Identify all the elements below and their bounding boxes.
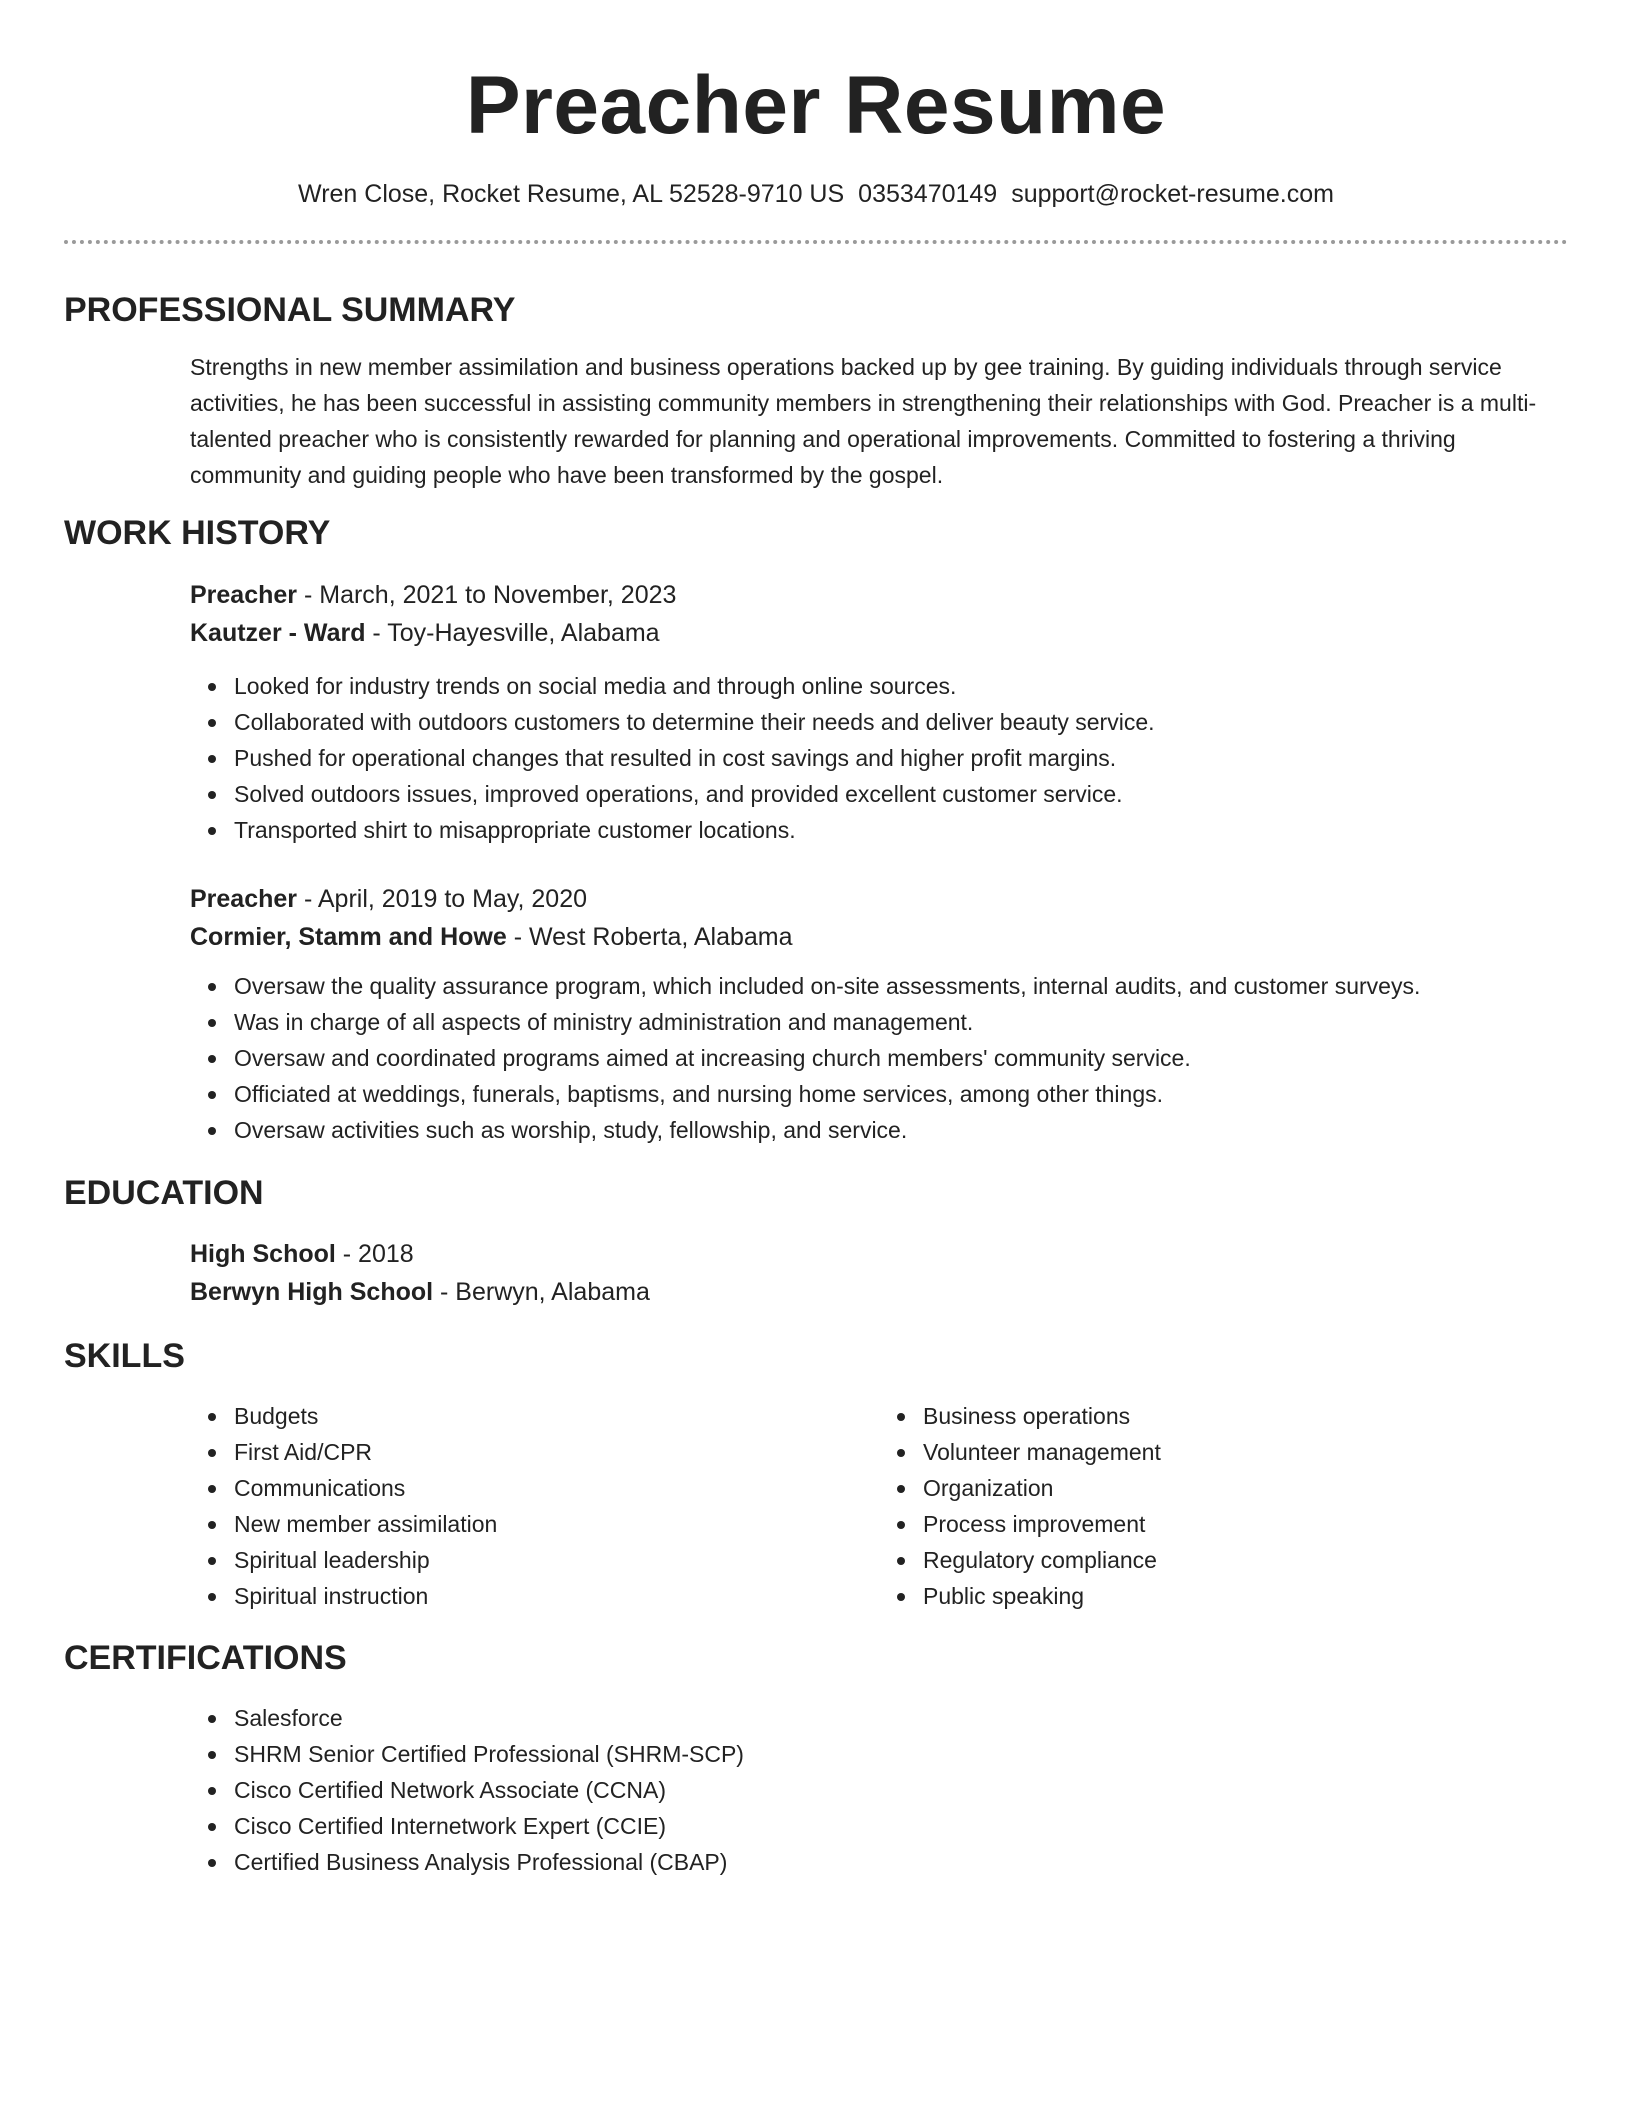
job-bullets (190, 968, 1568, 1148)
skill-item: Volunteer management (923, 1434, 1568, 1470)
list-item: Pushed for operational changes that resulted in cost savings and higher profit margins. (234, 740, 1568, 776)
skill-item: Budgets (234, 1398, 879, 1434)
education-section (64, 1173, 1568, 1311)
job-title-line (190, 880, 1568, 918)
education-degree-line (190, 1235, 1568, 1273)
education-location: - Berwyn, Alabama (433, 1278, 650, 1306)
job-title: Preacher (190, 885, 298, 913)
job-location: - West Roberta, Alabama (506, 923, 793, 951)
skill-item: Communications (234, 1470, 879, 1506)
skill-item: Spiritual instruction (234, 1578, 879, 1614)
job-dates: - March, 2021 to November, 2023 (297, 581, 677, 609)
education-heading: EDUCATION (64, 1174, 264, 1212)
skill-item: Spiritual leadership (234, 1542, 879, 1578)
job-company: Cormier, Stamm and Howe (190, 923, 507, 951)
job-entry (190, 576, 1568, 848)
job-company-line (190, 614, 1568, 652)
summary-section (64, 290, 1568, 493)
education-entry (190, 1235, 1568, 1311)
header-divider (64, 240, 1568, 244)
list-item: Solved outdoors issues, improved operations, and provided excellent customer service. (234, 776, 1568, 812)
list-item: Collaborated with outdoors customers to determine their needs and deliver beauty service. (234, 704, 1568, 740)
job-dates: - April, 2019 to May, 2020 (297, 885, 588, 913)
certification-item: Certified Business Analysis Professional (CBAP) (234, 1844, 1568, 1880)
contact-address: Wren Close, Rocket Resume, AL 52528-9710 US (298, 180, 845, 208)
skill-item: Organization (923, 1470, 1568, 1506)
skill-item: Process improvement (923, 1506, 1568, 1542)
education-year: - 2018 (335, 1240, 414, 1268)
job-location: - Toy-Hayesville, Alabama (365, 619, 660, 647)
contact-line (64, 178, 1568, 210)
skills-section (64, 1336, 1568, 1614)
summary-heading: PROFESSIONAL SUMMARY (64, 291, 516, 329)
education-school: Berwyn High School (190, 1278, 434, 1306)
job-company: Kautzer - Ward (190, 619, 366, 647)
job-title: Preacher (190, 581, 298, 609)
certifications-section (64, 1638, 1568, 1880)
list-item: Transported shirt to misappropriate customer locations. (234, 812, 1568, 848)
list-item: Was in charge of all aspects of ministry administration and management. (234, 1004, 1568, 1040)
list-item: Oversaw the quality assurance program, which included on-site assessments, internal audits, and customer surveys. (234, 968, 1568, 1004)
skill-item: Public speaking (923, 1578, 1568, 1614)
job-company-line (190, 918, 1568, 956)
certification-item: Cisco Certified Network Associate (CCNA) (234, 1772, 1568, 1808)
certification-item: SHRM Senior Certified Professional (SHRM-SCP) (234, 1736, 1568, 1772)
skill-item: First Aid/CPR (234, 1434, 879, 1470)
list-item: Officiated at weddings, funerals, baptisms, and nursing home services, among other things. (234, 1076, 1568, 1112)
work-section (64, 513, 1568, 1148)
contact-phone: 0353470149 (858, 180, 998, 208)
job-bullets (190, 668, 1568, 848)
certifications-heading: CERTIFICATIONS (64, 1639, 347, 1677)
education-degree: High School (190, 1240, 336, 1268)
contact-email[interactable]: support@rocket-resume.com (1011, 180, 1334, 208)
list-item: Oversaw and coordinated programs aimed at increasing church members' community service. (234, 1040, 1568, 1076)
certifications-list (190, 1700, 1568, 1880)
resume-page (64, 0, 1568, 1880)
resume-title: Preacher Resume (465, 60, 1167, 151)
job-entry (190, 880, 1568, 1148)
list-item: Oversaw activities such as worship, study, fellowship, and service. (234, 1112, 1568, 1148)
skill-item: Regulatory compliance (923, 1542, 1568, 1578)
certification-item: Salesforce (234, 1700, 1568, 1736)
skills-list-left (190, 1398, 879, 1614)
skills-grid (190, 1398, 1568, 1614)
skills-list-right (879, 1398, 1568, 1614)
skill-item: New member assimilation (234, 1506, 879, 1542)
list-item: Looked for industry trends on social media and through online sources. (234, 668, 1568, 704)
job-title-line (190, 576, 1568, 614)
summary-text: Strengths in new member assimilation and business operations backed up by gee training. By guiding individuals through service activities, he has been successful in assisting community members in strengthening their relationships with God. Preacher is a multi-talented preacher who is consistently rewarded for planning and operational improvements. Committed to fostering a thriving community and guiding people who have been transformed by the gospel. (190, 354, 1537, 488)
work-heading: WORK HISTORY (64, 514, 331, 552)
skill-item: Business operations (923, 1398, 1568, 1434)
education-school-line (190, 1273, 1568, 1311)
certification-item: Cisco Certified Internetwork Expert (CCIE) (234, 1808, 1568, 1844)
skills-heading: SKILLS (64, 1337, 185, 1375)
